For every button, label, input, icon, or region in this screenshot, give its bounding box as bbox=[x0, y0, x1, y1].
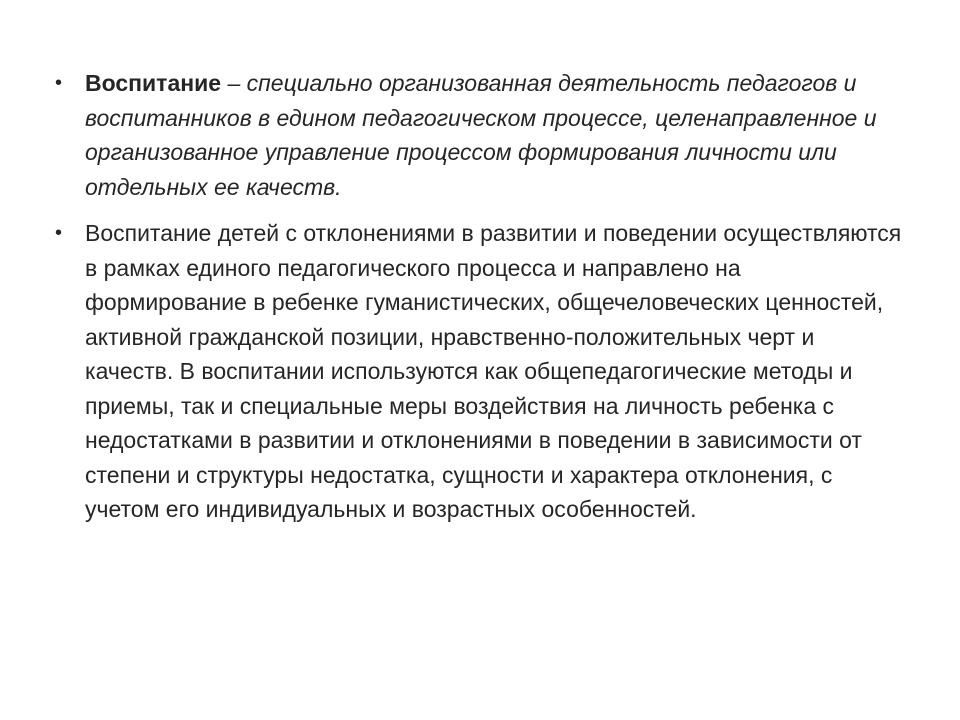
bullet-paragraph: Воспитание детей с отклонениями в развитии и поведении осуществляются в рамках единого педагогического процесса и направлено на формирование в ребенке гуманистических, общечеловеческих ценностей, активной гражданской позиции, нравственно-положительных черт и качеств. В воспитании используются как общепедагогические методы и приемы, так и специальные меры воздействия на личность ребенка с недостатками в развитии и отклонениями в поведении в зависимости от степени и структуры недостатка, сущности и характера отклонения, с учетом его индивидуальных и возрастных особенностей. bbox=[85, 220, 902, 522]
bullet-dot-icon: • bbox=[55, 72, 63, 94]
term-title: Воспитание bbox=[85, 70, 222, 96]
bullet-item-description bbox=[55, 216, 905, 527]
bullet-item-definition bbox=[55, 66, 905, 204]
bullet-text bbox=[85, 70, 877, 200]
term-definition: – специально организованная деятельность педагогов и воспитанников в едином педагогическом процессе, целенаправленное и организованное управление процессом формирования личности или отдельных ее качеств. bbox=[85, 70, 877, 200]
bullet-list bbox=[55, 66, 905, 539]
bullet-dot-icon: • bbox=[55, 222, 63, 244]
